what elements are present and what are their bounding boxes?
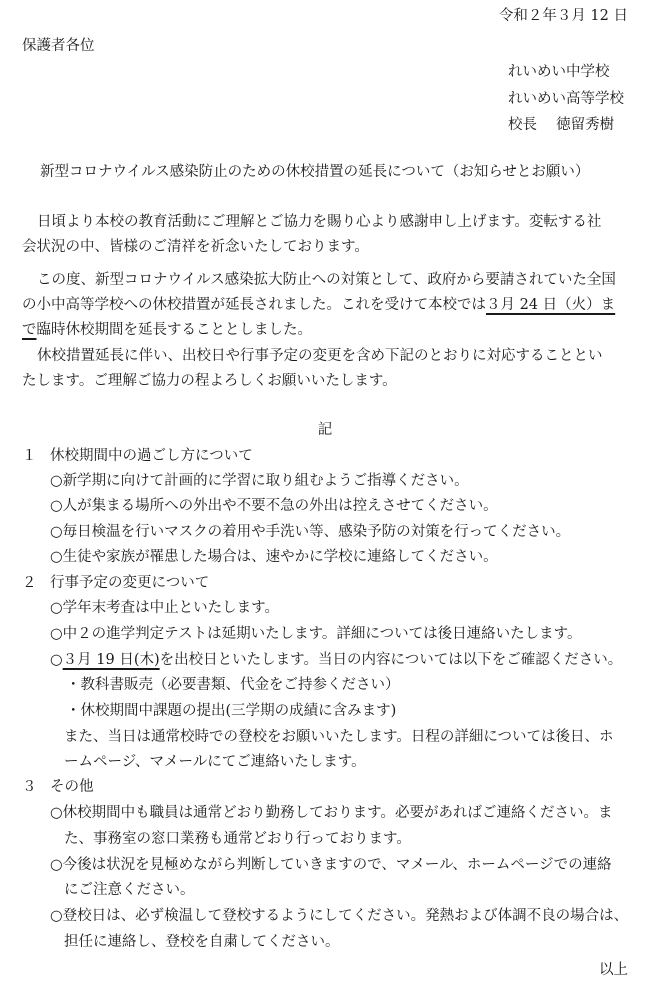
attendance-date: ３月 19 日(木) xyxy=(62,652,160,668)
list-item: ○人が集まる場所への外出や不要不急の外出は控えさせてください。 xyxy=(50,498,498,514)
list-item: ○生徒や家族が罹患した場合は、速やかに学校に連絡してください。 xyxy=(50,549,498,565)
closure-end-date-tail: で xyxy=(22,322,37,338)
paragraph-line: 日頃より本校の教育活動にご理解とご協力を賜り心より感謝申し上げます。変転する社 xyxy=(37,214,602,230)
list-item: ○毎日検温を行いマスクの着用や手洗い等、感染予防の対策を行ってください。 xyxy=(50,524,571,540)
document-date: 令和２年３月 12 日 xyxy=(498,8,628,24)
paragraph-text: 臨時休校期間を延長することとしました。 xyxy=(36,322,312,338)
paragraph-line xyxy=(22,318,628,343)
ki-heading: 記 xyxy=(317,422,333,438)
paragraph-line xyxy=(22,293,628,318)
paragraph-line: 会状況の中、皆様のご清祥を祈念いたしております。 xyxy=(22,239,369,255)
list-item: ○登校日は、必ず検温して登校するようにしてください。発熱および体調不良の場合は、 xyxy=(50,908,629,924)
section-3-title: その他 xyxy=(50,779,94,795)
bullet-item: ・休校期間中課題の提出(三学期の成績に含みます) xyxy=(66,703,397,719)
sender-school-1: れいめい中学校 xyxy=(508,64,610,80)
paragraph-greeting xyxy=(22,210,628,260)
sender-school-2: れいめい高等学校 xyxy=(508,91,624,107)
paragraph-extension xyxy=(22,268,628,343)
paragraph-request xyxy=(22,344,628,394)
list-item-text: を出校日といたします。当日の内容については以下をご確認ください。 xyxy=(159,652,623,668)
list-item: ○学年末考査は中止といたします。 xyxy=(50,600,279,616)
paragraph-line: 休校措置延長に伴い、出校日や行事予定の変更を含め下記のとおりに対応することとい xyxy=(37,348,603,364)
section-3-number: ３ xyxy=(22,779,37,795)
paragraph-line: この度、新型コロナウイルス感染拡大防止への対策として、政府から要請されていた全国 xyxy=(37,272,616,288)
list-item-continuation: 担任に連絡し、登校を自粛してください。 xyxy=(64,934,340,950)
section-2-number: ２ xyxy=(22,575,37,591)
list-item: ○新学期に向けて計画的に学習に取り組むようご指導ください。 xyxy=(50,473,469,489)
sender-principal: 校長 徳留秀樹 xyxy=(508,117,615,133)
list-item: ○休校期間中も職員は通常どおり勤務しております。必要があればご連絡ください。ま xyxy=(50,805,613,821)
section-1-number: １ xyxy=(22,448,37,464)
list-marker: ○ xyxy=(50,652,63,668)
note-line: また、当日は通常校時での登校をお願いいたします。日程の詳細については後日、ホ xyxy=(64,729,614,745)
paragraph-line: たします。ご理解ご協力の程よろしくお願いいたします。 xyxy=(22,373,397,389)
list-item-continuation: にご注意ください。 xyxy=(64,882,195,898)
list-item: ○中２の進学判定テストは延期いたします。詳細については後日連絡いたします。 xyxy=(50,626,582,642)
closure-end-date: ３月 24 日（火）ま xyxy=(486,297,616,313)
recipient: 保護者各位 xyxy=(22,38,95,54)
document-title: 新型コロナウイルス感染防止のための休校措置の延長について（お知らせとお願い） xyxy=(40,164,590,180)
closing-ijo: 以上 xyxy=(599,962,628,978)
list-item: ○今後は状況を見極めながら判断していきますので、マメール、ホームページでの連絡 xyxy=(50,857,612,873)
list-item-continuation: た、事務室の窓口業務も通常どおり行っております。 xyxy=(64,831,411,847)
bullet-item: ・教科書販売（必要書類、代金をご持参ください） xyxy=(66,677,400,693)
section-2-title: 行事予定の変更について xyxy=(50,575,210,591)
list-item xyxy=(50,650,622,670)
section-1-title: 休校期間中の過ごし方について xyxy=(50,448,253,464)
note-line: ームページ、マメールにてご連絡いたします。 xyxy=(64,754,366,770)
paragraph-text: の小中高等学校への休校措置が延長されました。これを受けて本校では xyxy=(22,297,486,313)
